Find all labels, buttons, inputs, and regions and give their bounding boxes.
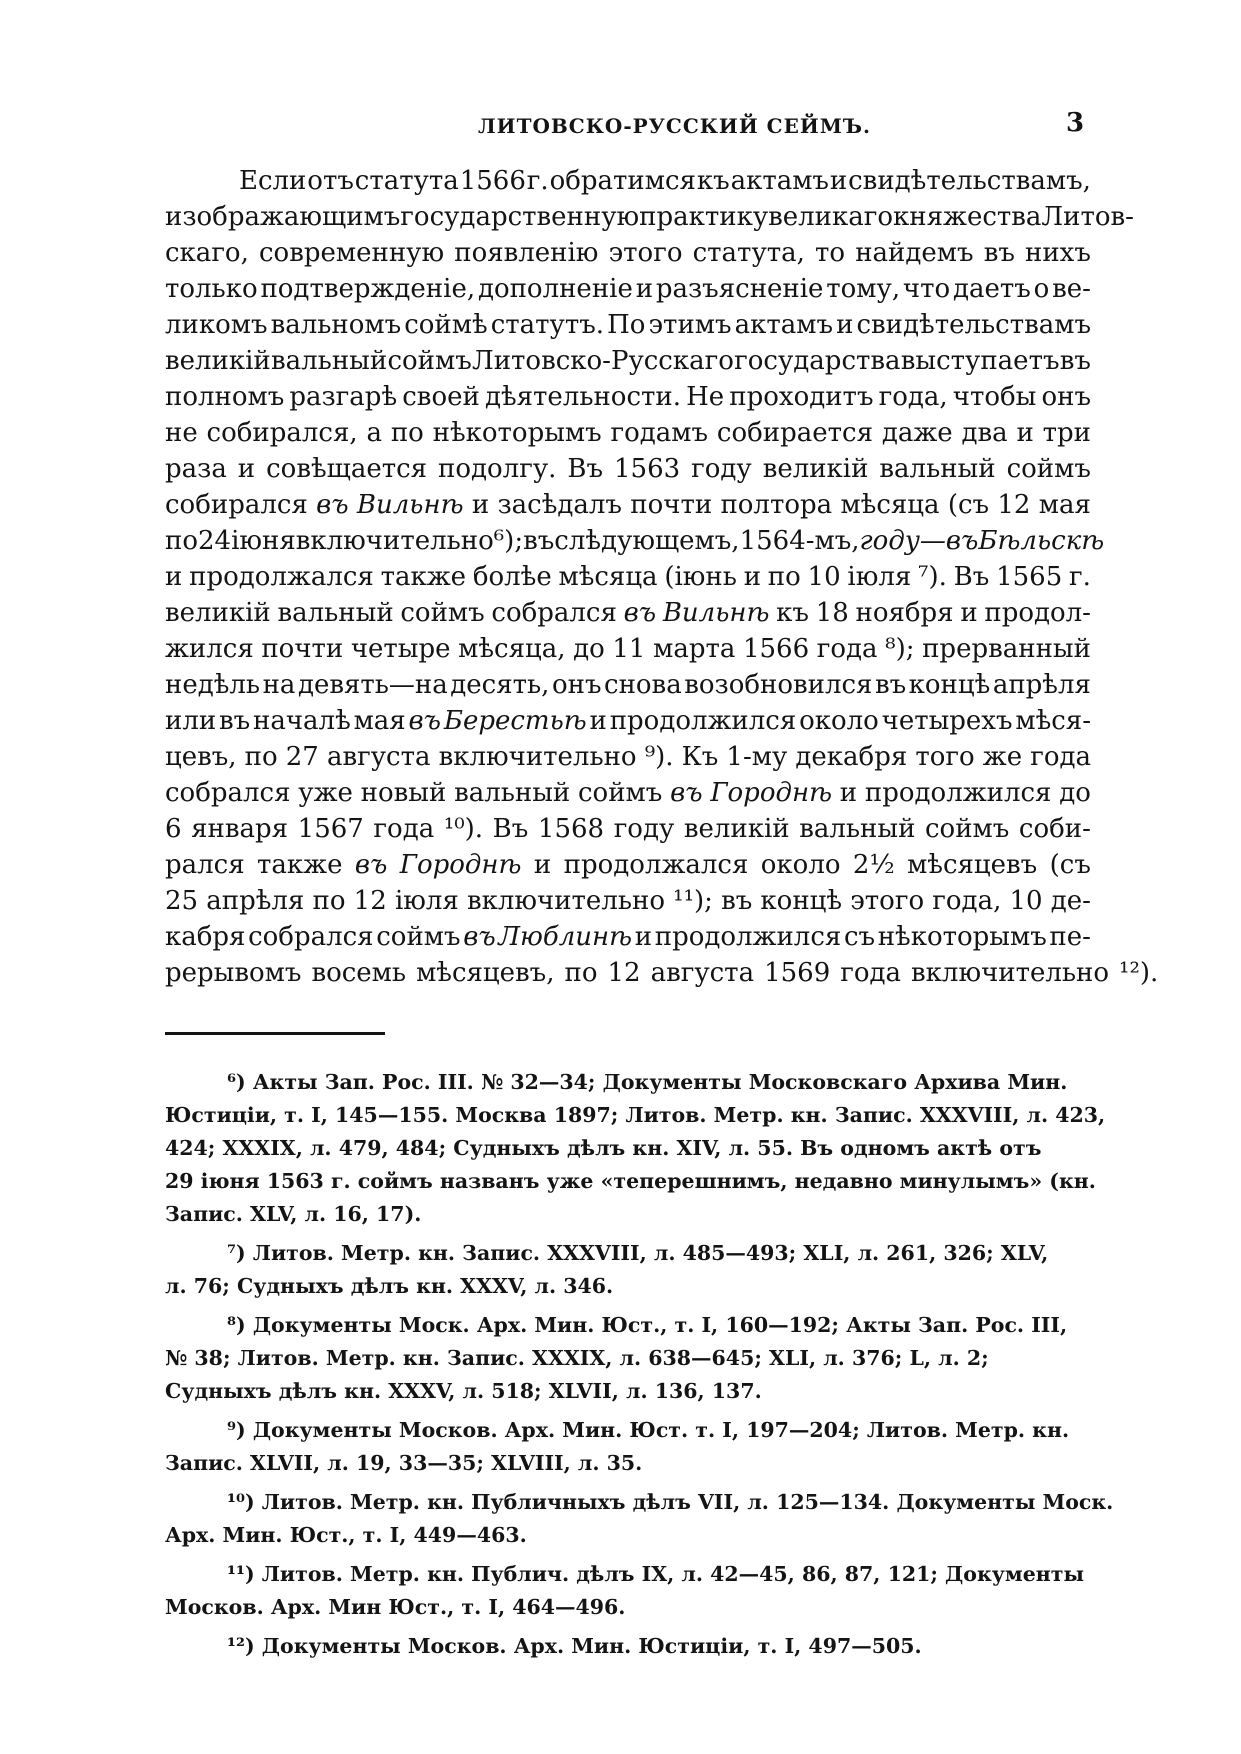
body-line: Если отъ статута 1566 г. обратимся къ актамъ и свидѣтельствамъ,: [239, 166, 1091, 196]
body-line: или въ началѣ мая въ Берестьѣ и продолжился около четырехъ мѣся-: [165, 706, 1091, 736]
footnote-line: Москов. Арх. Мин Юст., т. I, 464—496.: [165, 1595, 626, 1619]
running-title: ЛИТОВСКО-РУССКИЙ СЕЙМЪ.: [478, 114, 871, 138]
body-line: великій вальный соймъ собрался въ Вильнѣ къ 18 ноября и продол-: [165, 598, 1091, 628]
footnote-separator: [165, 1032, 385, 1035]
body-line: жился почти четыре мѣсяца, до 11 марта 1566 года ⁸); прерванный: [165, 634, 1091, 664]
footnote-line: ⁸) Документы Моск. Арх. Мин. Юст., т. I, 160—192; Акты Зап. Рос. III,: [227, 1313, 1068, 1337]
footnotes: [165, 1066, 1114, 1663]
footnote-line: ⁹) Документы Москов. Арх. Мин. Юст. т. I, 197—204; Литов. Метр. кн.: [227, 1418, 1070, 1442]
footnote-line: ¹¹) Литов. Метр. кн. Публич. дѣлъ IX, л. 42—45, 86, 87, 121; Документы: [227, 1562, 1084, 1586]
body-line: полномъ разгарѣ своей дѣятельности. Не проходитъ года, чтобы онъ: [165, 382, 1091, 412]
footnote-line: ¹⁰) Литов. Метр. кн. Публичныхъ дѣлъ VII, л. 125—134. Документы Моск.: [227, 1490, 1114, 1514]
body-line: 25 апрѣля по 12 іюля включительно ¹¹); въ концѣ этого года, 10 де-: [165, 886, 1091, 916]
body-line: 6 января 1567 года ¹⁰). Въ 1568 году великій вальный соймъ соби-: [165, 814, 1091, 844]
footnote-line: № 38; Литов. Метр. кн. Запис. XXXIX, л. 638—645; XLI, л. 376; L, л. 2;: [165, 1346, 989, 1370]
body-line: собрался уже новый вальный соймъ въ Городнѣ и продолжился до: [165, 778, 1091, 808]
body-line: цевъ, по 27 августа включительно ⁹). Къ 1-му декабря того же года: [165, 742, 1091, 772]
body-line: только подтвержденіе, дополненіе и разъясненіе тому, что даетъ о ве-: [165, 274, 1091, 304]
footnote-line: ⁷) Литов. Метр. кн. Запис. XXXVIII, л. 485—493; XLI, л. 261, 326; XLV,: [227, 1241, 1049, 1265]
footnote-line: Арх. Мин. Юст., т. I, 449—463.: [165, 1523, 527, 1547]
body-line: раза и совѣщается подолгу. Въ 1563 году великій вальный соймъ: [165, 454, 1091, 484]
footnote-line: Судныхъ дѣлъ кн. XXXV, л. 518; XLVII, л. 136, 137.: [165, 1379, 762, 1403]
body-line: кабря собрался соймъ въ Люблинѣ и продолжился съ нѣкоторымъ пе-: [165, 922, 1091, 952]
footnote-line: л. 76; Судныхъ дѣлъ кн. XXXV, л. 346.: [165, 1274, 614, 1298]
footnote-line: 29 іюня 1563 г. соймъ названъ уже «теперешнимъ, недавно минулымъ» (кн.: [165, 1169, 1096, 1193]
body-line: великій вальный соймъ Литовско-Русскаго государства выступаетъ въ: [165, 346, 1091, 376]
footnote-line: Юстиціи, т. I, 145—155. Москва 1897; Литов. Метр. кн. Запис. XXXVIII, л. 423,: [165, 1103, 1106, 1127]
footnote-line: ¹²) Документы Москов. Арх. Мин. Юстиціи, т. I, 497—505.: [227, 1634, 922, 1658]
body-line: по 24 іюня включительно ⁶); въ слѣдующемъ, 1564-мъ, году—въ Бѣльскѣ: [165, 526, 1105, 556]
body-line: собирался въ Вильнѣ и засѣдалъ почти полтора мѣсяца (съ 12 мая: [165, 490, 1091, 520]
body-line: недѣль на девять—на десять, онъ снова возобновился въ концѣ апрѣля: [165, 670, 1091, 700]
footnote-line: Запис. XLV, л. 16, 17).: [165, 1202, 422, 1226]
body-line: изображающимъ государственную практику великаго княжества Литов-: [165, 202, 1134, 232]
footnote-line: ⁶) Акты Зап. Рос. III. № 32—34; Документы Московскаго Архива Мин.: [227, 1070, 1068, 1094]
body-paragraph: [165, 163, 1159, 991]
footnote-line: 424; XXXIX, л. 479, 484; Судныхъ дѣлъ кн. XIV, л. 55. Въ одномъ актѣ отъ: [165, 1136, 1042, 1160]
body-line: рерывомъ восемь мѣсяцевъ, по 12 августа 1569 года включительно ¹²).: [165, 958, 1159, 988]
body-line: ликомъ вальномъ соймѣ статутъ. По этимъ актамъ и свидѣтельствамъ: [165, 310, 1091, 340]
body-line: и продолжался также болѣе мѣсяца (іюнь и по 10 іюля ⁷). Въ 1565 г.: [165, 562, 1091, 592]
footnote-line: Запис. XLVII, л. 19, 33—35; XLVIII, л. 35.: [165, 1451, 643, 1475]
body-line: рался также въ Городнѣ и продолжался около 2½ мѣсяцевъ (съ: [165, 850, 1091, 880]
page-number: 3: [1066, 108, 1085, 138]
body-line: не собирался, а по нѣкоторымъ годамъ собирается даже два и три: [165, 418, 1091, 448]
body-line: скаго, современную появленію этого статута, то найдемъ въ нихъ: [165, 238, 1091, 268]
